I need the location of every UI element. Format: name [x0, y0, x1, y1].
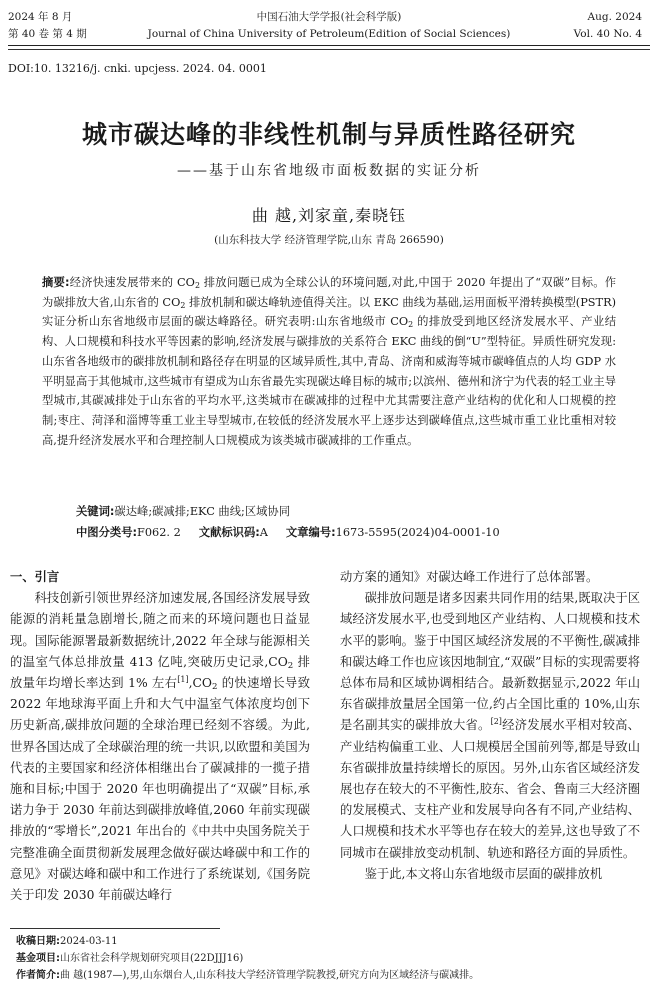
header-date-en: Aug. 2024: [587, 11, 642, 23]
header-journal-en: Journal of China University of Petroleum(Edition of Social Sciences): [147, 28, 511, 40]
abstract: 摘要:经济快速发展带来的 $CO_2$ 排放问题已成为全球公认的环境问题,对此,中国于 2020 年提出了“双碳”目标。作为碳排放大省,山东省的 $CO_2$ 排放机制和碳达峰轨迹值得关注。以 EKC 曲线为基础,运用面板平滑转换模型(PSTR)实证分析山东省地级市层面的碳达峰路径。研究表明:山东省地级市 $CO_2$ 的排放受到地区经济发展水平、产业结构、人口规模和科技水平等因素的影响,经济发展与碳排放的关系符合 EKC 曲线的倒“U”型特征。异质性研究发现:山东省各地级市的碳排放机制和路径存在明显的区域异质性,其中,青岛、济南和威海等城市碳峰值点的人均 GDP 水平明显高于其他城市,这些城市有望成为山东省最先实现碳达峰目标的城市;以滨州、德州和济宁为代表的轻工业主导型城市,其碳减排处于山东省的平均水平,这类城市在碳减排的过程中尤其需要注意产业结构的优化和人口规模的控制;枣庄、菏泽和淄博等重工业主导型城市,在较低的经济发展水平上逐步达到碳峰值点,这些城市重工业比重相对较高,提升经济发展水平和合理控制人口规模成为该类城市碳减排的工作重点。: [42, 276, 616, 447]
paragraph: 碳排放问题是诸多因素共同作用的结果,既取决于区域经济发展水平,也受到地区产业结构、人口规模和技术水平的影响。鉴于中国区域经济发展的不平衡性,碳减排和碳达峰工作也应该因地制宜,“双碳”目标的实现需要将总体布局和区域协调相结合。最新数据显示,2022 年山东省碳排放量居全国第一位,约占全国比重的 10%,山东是名副其实的碳排放大省。[2]经济发展水平相对较高、产业结构偏重工业、人口规模居全国前列等,都是导致山东省碳排放量持续增长的原因。另外,山东省区域经济发展也存在较大的不平衡性,胶东、省会、鲁南三大经济圈的发展模式、支柱产业和发展导向各有不同,产业结构、人口规模和技术水平等也存在较大的差异,这也导致了不同城市在碳排放变动机制、轨迹和路径方面的异质性。: [340, 591, 640, 860]
body-column-right: [340, 567, 640, 885]
affiliation: (山东科技大学 经济管理学院,山东 青岛 266590): [214, 234, 444, 246]
abstract-label: 摘要:: [42, 276, 70, 289]
footnote-author: 作者简介:曲 越(1987—),男,山东烟台人,山东科技大学经济管理学院教授,研究方向为区域经济与碳减排。: [16, 970, 480, 981]
section-heading: 一、引言: [10, 570, 60, 584]
paragraph: 动方案的通知》对碳达峰工作进行了总体部署。: [340, 570, 599, 584]
header-journal-cn: 中国石油大学学报(社会科学版): [256, 11, 402, 23]
header-volume: 第 40 卷 第 4 期: [8, 28, 87, 40]
header-rule: [8, 45, 650, 46]
paragraph: 鉴于此,本文将山东省地级市层面的碳排放机: [364, 866, 603, 881]
body-column-left: [10, 567, 310, 906]
article-number: 1673-5595(2024)04-0001-10: [335, 526, 500, 539]
paragraph: 科技创新引领世界经济加速发展,各国经济发展导致能源的消耗量急剧增长,随之而来的环境问题也日益显现。国际能源署最新数据统计,2022 年全球与能源相关的温室气体总排放量 413 亿吨,突破历史记录$,CO_2$ 排放量年均增长率达到 1% 左右$[1],CO_2$ 的快速增长导致 2022 年地球海平面上升和大气中温室气体浓度均创下历史新高,碳排放问题的全球治理已经刻不容缓。为此,世界各国达成了全球碳治理的统一共识,以欧盟和美国为代表的主要国家和经济体相继出台了碳减排的一揽子措施和目标;中国于 2020 年也明确提出了“双碳”目标,承诺力争于 2030 年前达到碳排放峰值,2060 年前实现碳排放的“零增长”,2021 年出台的《中共中央国务院关于完整准确全面贯彻新发展理念做好碳达峰碳中和工作的意见》对碳达峰和碳中和工作进行了系统谋划,《国务院关于印发 2030 年前碳达峰行: [10, 591, 310, 903]
paper-title: 城市碳达峰的非线性机制与异质性路径研究: [81, 120, 576, 149]
footnote-rule: [10, 928, 220, 929]
citation-ref: [2]: [490, 717, 502, 727]
header-rule-thin: [8, 49, 650, 50]
paper-subtitle: ——基于山东省地级市面板数据的实证分析: [177, 163, 481, 179]
authors: 曲 越,刘家童,秦晓钰: [251, 206, 407, 225]
header-volume-en: Vol. 40 No. 4: [573, 28, 642, 40]
doi: DOI:10. 13216/j. cnki. upcjess. 2024. 04. 0001: [8, 62, 267, 75]
document-code: A: [259, 526, 268, 539]
clc-number: F062. 2: [137, 526, 181, 539]
footnote-fund: 基金项目:山东省社会科学规划研究项目(22DJJJ16): [16, 953, 244, 964]
keywords-label: 关键词:: [76, 505, 115, 518]
header-date: 2024 年 8 月: [8, 11, 73, 23]
footnote-received: 收稿日期:2024-03-11: [16, 936, 118, 947]
citation-ref: [1]: [177, 674, 189, 684]
keywords: [76, 503, 290, 519]
classification-line: 中图分类号:F062. 2 文献标识码:A 文章编号:1673-5595(2024)04-0001-10: [76, 526, 500, 539]
keywords-text: 碳达峰;碳减排;EKC 曲线;区域协同: [114, 505, 291, 518]
